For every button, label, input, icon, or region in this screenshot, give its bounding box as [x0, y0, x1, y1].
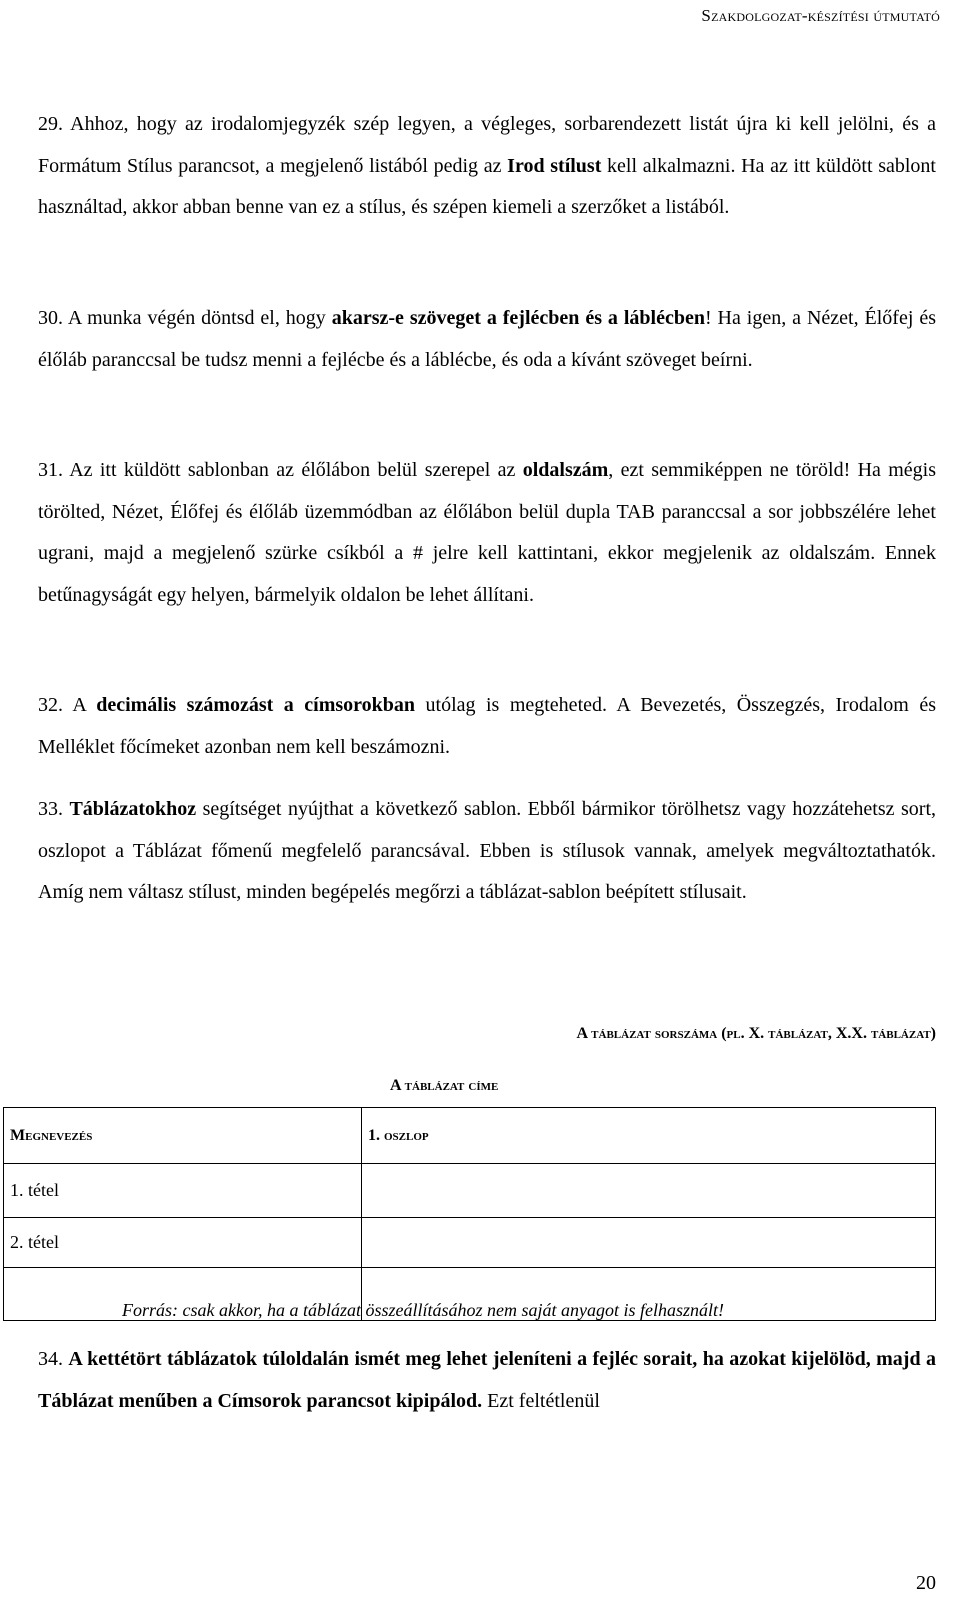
emphasized-text: akarsz-e szöveget a fejlécben és a láblécben — [331, 307, 705, 329]
body-text: segítséget nyújthat a következő sablon. Ebből bármikor törölhetsz vagy hozzátehetsz sort, oszlopot a Táblázat főmenű megfelelő parancsával. Ebben is stílusok vannak, amelyek megváltoztathatók. Amíg nem váltasz stílust, minden begépelés megőrzi a táblázat-sablon beépített stílusait. — [38, 798, 936, 903]
emphasized-text: A kettétört táblázatok túloldalán ismét meg lehet jeleníteni a fejléc sorait, ha azokat kijelölöd, majd a Táblázat menűben a Címsorok parancsot kipipálod. — [38, 1348, 936, 1412]
item-number: 34. — [38, 1348, 63, 1370]
table-number-caption: A táblázat sorszáma (pl. X. táblázat, X.X. táblázat) — [576, 1025, 936, 1042]
table-cell — [362, 1218, 936, 1268]
emphasized-text: Táblázatokhoz — [69, 798, 197, 820]
body-text: utólag is megteheted. A Bevezetés, Összegzés, Irodalom és Melléklet főcímeket azonban nem kell beszámozni. — [38, 694, 936, 758]
table-row — [4, 1164, 936, 1218]
table-header-row — [4, 1108, 936, 1164]
header-column-1: 1. oszlop — [362, 1108, 936, 1164]
page-number: 20 — [916, 1572, 936, 1594]
body-text: kell alkalmazni. Ha az itt küldött sablont használtad, akkor abban benne van ez a stílus, és szépen kiemeli a szerzőket a listából. — [38, 154, 936, 218]
list-item-32 — [38, 685, 936, 768]
emphasized-text: Irod stílust — [507, 154, 602, 177]
table-source-note: Forrás: csak akkor, ha a táblázat összeállításához nem saját anyagot is felhasznált! — [122, 1300, 724, 1320]
body-text: , ezt semmiképpen ne töröld! Ha mégis törölted, Nézet, Élőfej és élőláb üzemmódban az élőlábon belül dupla TAB paranccsal a sor jobbszélére lehet ugrani, majd a megjelenő szürke csíkból a # jelre kell kattintani, ekkor megjelenik az oldalszám. Ennek betűnagyságát egy helyen, bármelyik oldalon be lehet állítani. — [38, 459, 936, 606]
body-text: Az itt küldött sablonban az élőlábon belül szerepel az — [63, 459, 523, 481]
body-text: Ahhoz, hogy az irodalomjegyzék szép legyen, a végleges, sorbarendezett listát újra ki kell jelölni, és a Formátum Stílus parancsot, a megjelenő listából pedig az — [38, 113, 936, 177]
item-number: 32. — [38, 694, 63, 716]
body-text: Ezt feltétlenül — [482, 1389, 600, 1412]
table-cell: 1. tétel — [4, 1164, 362, 1218]
list-item-30 — [38, 298, 936, 381]
body-text: ! Ha igen, a Nézet, Élőfej és élőláb paranccsal be tudsz menni a fejlécbe és a láblécbe, és oda a kívánt szöveget beírni. — [38, 307, 936, 371]
item-number: 31. — [38, 459, 63, 481]
list-item-34 — [38, 1339, 936, 1422]
body-text: A munka végén döntsd el, hogy — [63, 307, 332, 329]
list-item-29 — [38, 104, 936, 229]
table-cell — [362, 1164, 936, 1218]
item-number: 29. — [38, 113, 63, 135]
emphasized-text: decimális számozást a címsorokban — [96, 694, 416, 716]
sample-table — [3, 1107, 936, 1321]
table-row — [4, 1218, 936, 1268]
emphasized-text: oldalszám — [522, 459, 609, 481]
list-item-33 — [38, 789, 936, 914]
table-cell: 2. tétel — [4, 1218, 362, 1268]
list-item-31 — [38, 450, 936, 616]
running-header: Szakdolgozat-készítési útmutató — [701, 6, 940, 25]
item-number: 33. — [38, 798, 63, 820]
table-title-caption: A táblázat címe — [390, 1077, 499, 1094]
body-text: A — [63, 694, 97, 716]
item-number: 30. — [38, 307, 63, 329]
header-megnevezes: Megnevezés — [4, 1108, 362, 1164]
